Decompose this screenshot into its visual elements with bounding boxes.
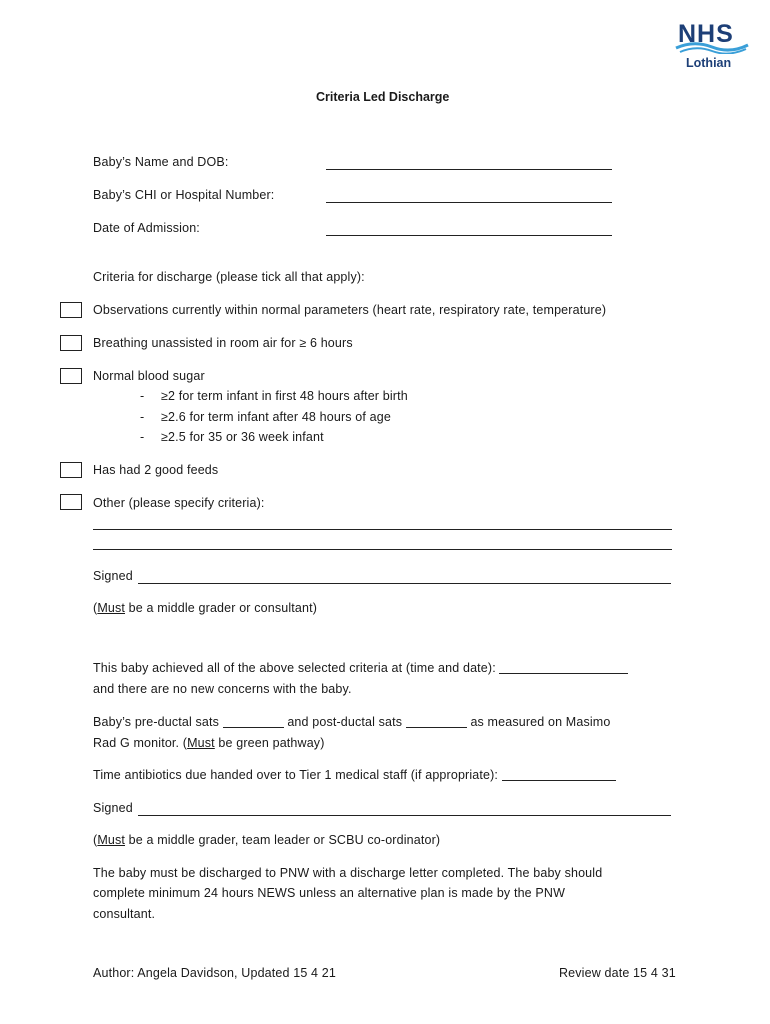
list-item-dash: - <box>140 410 145 424</box>
signature-field[interactable] <box>138 583 671 584</box>
footer-review-date: Review date 15 4 31 <box>559 966 676 980</box>
pre-ductal-sats-field[interactable] <box>223 715 284 728</box>
list-item: ≥2 for term infant in first 48 hours after birth <box>161 389 408 403</box>
observations-checkbox[interactable] <box>60 302 82 318</box>
signed-note: (Must be a middle grader or consultant) <box>93 601 318 615</box>
feeds-checkbox[interactable] <box>60 462 82 478</box>
nhs-logo-word: NHS <box>678 20 734 48</box>
admission-label: Date of Admission: <box>93 221 200 235</box>
other-label: Other (please specify criteria): <box>93 496 265 510</box>
breathing-label: Breathing unassisted in room air for ≥ 6 hours <box>93 336 353 350</box>
signed-note-2: (Must be a middle grader, team leader or SCBU co-ordinator) <box>93 833 441 847</box>
achieved-statement-line-2: and there are no new concerns with the baby. <box>93 682 352 696</box>
other-checkbox[interactable] <box>60 494 82 510</box>
nhs-logo-subtitle: Lothian <box>686 56 732 70</box>
signed-label-2: Signed <box>93 801 133 815</box>
admission-field[interactable] <box>326 235 612 236</box>
antibiotics-statement: Time antibiotics due handed over to Tier 1 medical staff (if appropriate): <box>93 768 616 782</box>
name-dob-field[interactable] <box>326 169 612 170</box>
nhs-logo-wave-icon <box>674 40 750 54</box>
criteria-intro: Criteria for discharge (please tick all that apply): <box>93 270 365 284</box>
blood-sugar-checkbox[interactable] <box>60 368 82 384</box>
blood-sugar-label: Normal blood sugar <box>93 369 205 383</box>
sats-statement-line-2: Rad G monitor. (Must be green pathway) <box>93 736 325 750</box>
list-item-dash: - <box>140 389 145 403</box>
discharge-note-line-1: The baby must be discharged to PNW with a discharge letter completed. The baby should <box>93 866 603 880</box>
sats-statement: Baby’s pre-ductal sats and post-ductal sats as measured on Masimo <box>93 715 611 729</box>
name-dob-label: Baby’s Name and DOB: <box>93 155 229 169</box>
list-item: ≥2.6 for term infant after 48 hours of age <box>161 410 391 424</box>
signed-label: Signed <box>93 569 133 583</box>
list-item: ≥2.5 for 35 or 36 week infant <box>161 430 324 444</box>
observations-label: Observations currently within normal parameters (heart rate, respiratory rate, temperature) <box>93 303 607 317</box>
discharge-note-line-2: complete minimum 24 hours NEWS unless an alternative plan is made by the PNW <box>93 886 566 900</box>
feeds-label: Has had 2 good feeds <box>93 463 219 477</box>
achieved-statement: This baby achieved all of the above selected criteria at (time and date): <box>93 661 628 675</box>
other-criteria-line-1[interactable] <box>93 529 672 530</box>
breathing-checkbox[interactable] <box>60 335 82 351</box>
chi-label: Baby’s CHI or Hospital Number: <box>93 188 275 202</box>
discharge-note-line-3: consultant. <box>93 907 156 921</box>
post-ductal-sats-field[interactable] <box>406 715 467 728</box>
chi-field[interactable] <box>326 202 612 203</box>
page-title: Criteria Led Discharge <box>316 90 450 104</box>
achieved-time-date-field[interactable] <box>499 661 628 674</box>
antibiotics-time-field[interactable] <box>502 768 616 781</box>
footer-author: Author: Angela Davidson, Updated 15 4 21 <box>93 966 336 980</box>
signature-field-2[interactable] <box>138 815 671 816</box>
other-criteria-line-2[interactable] <box>93 549 672 550</box>
list-item-dash: - <box>140 430 145 444</box>
